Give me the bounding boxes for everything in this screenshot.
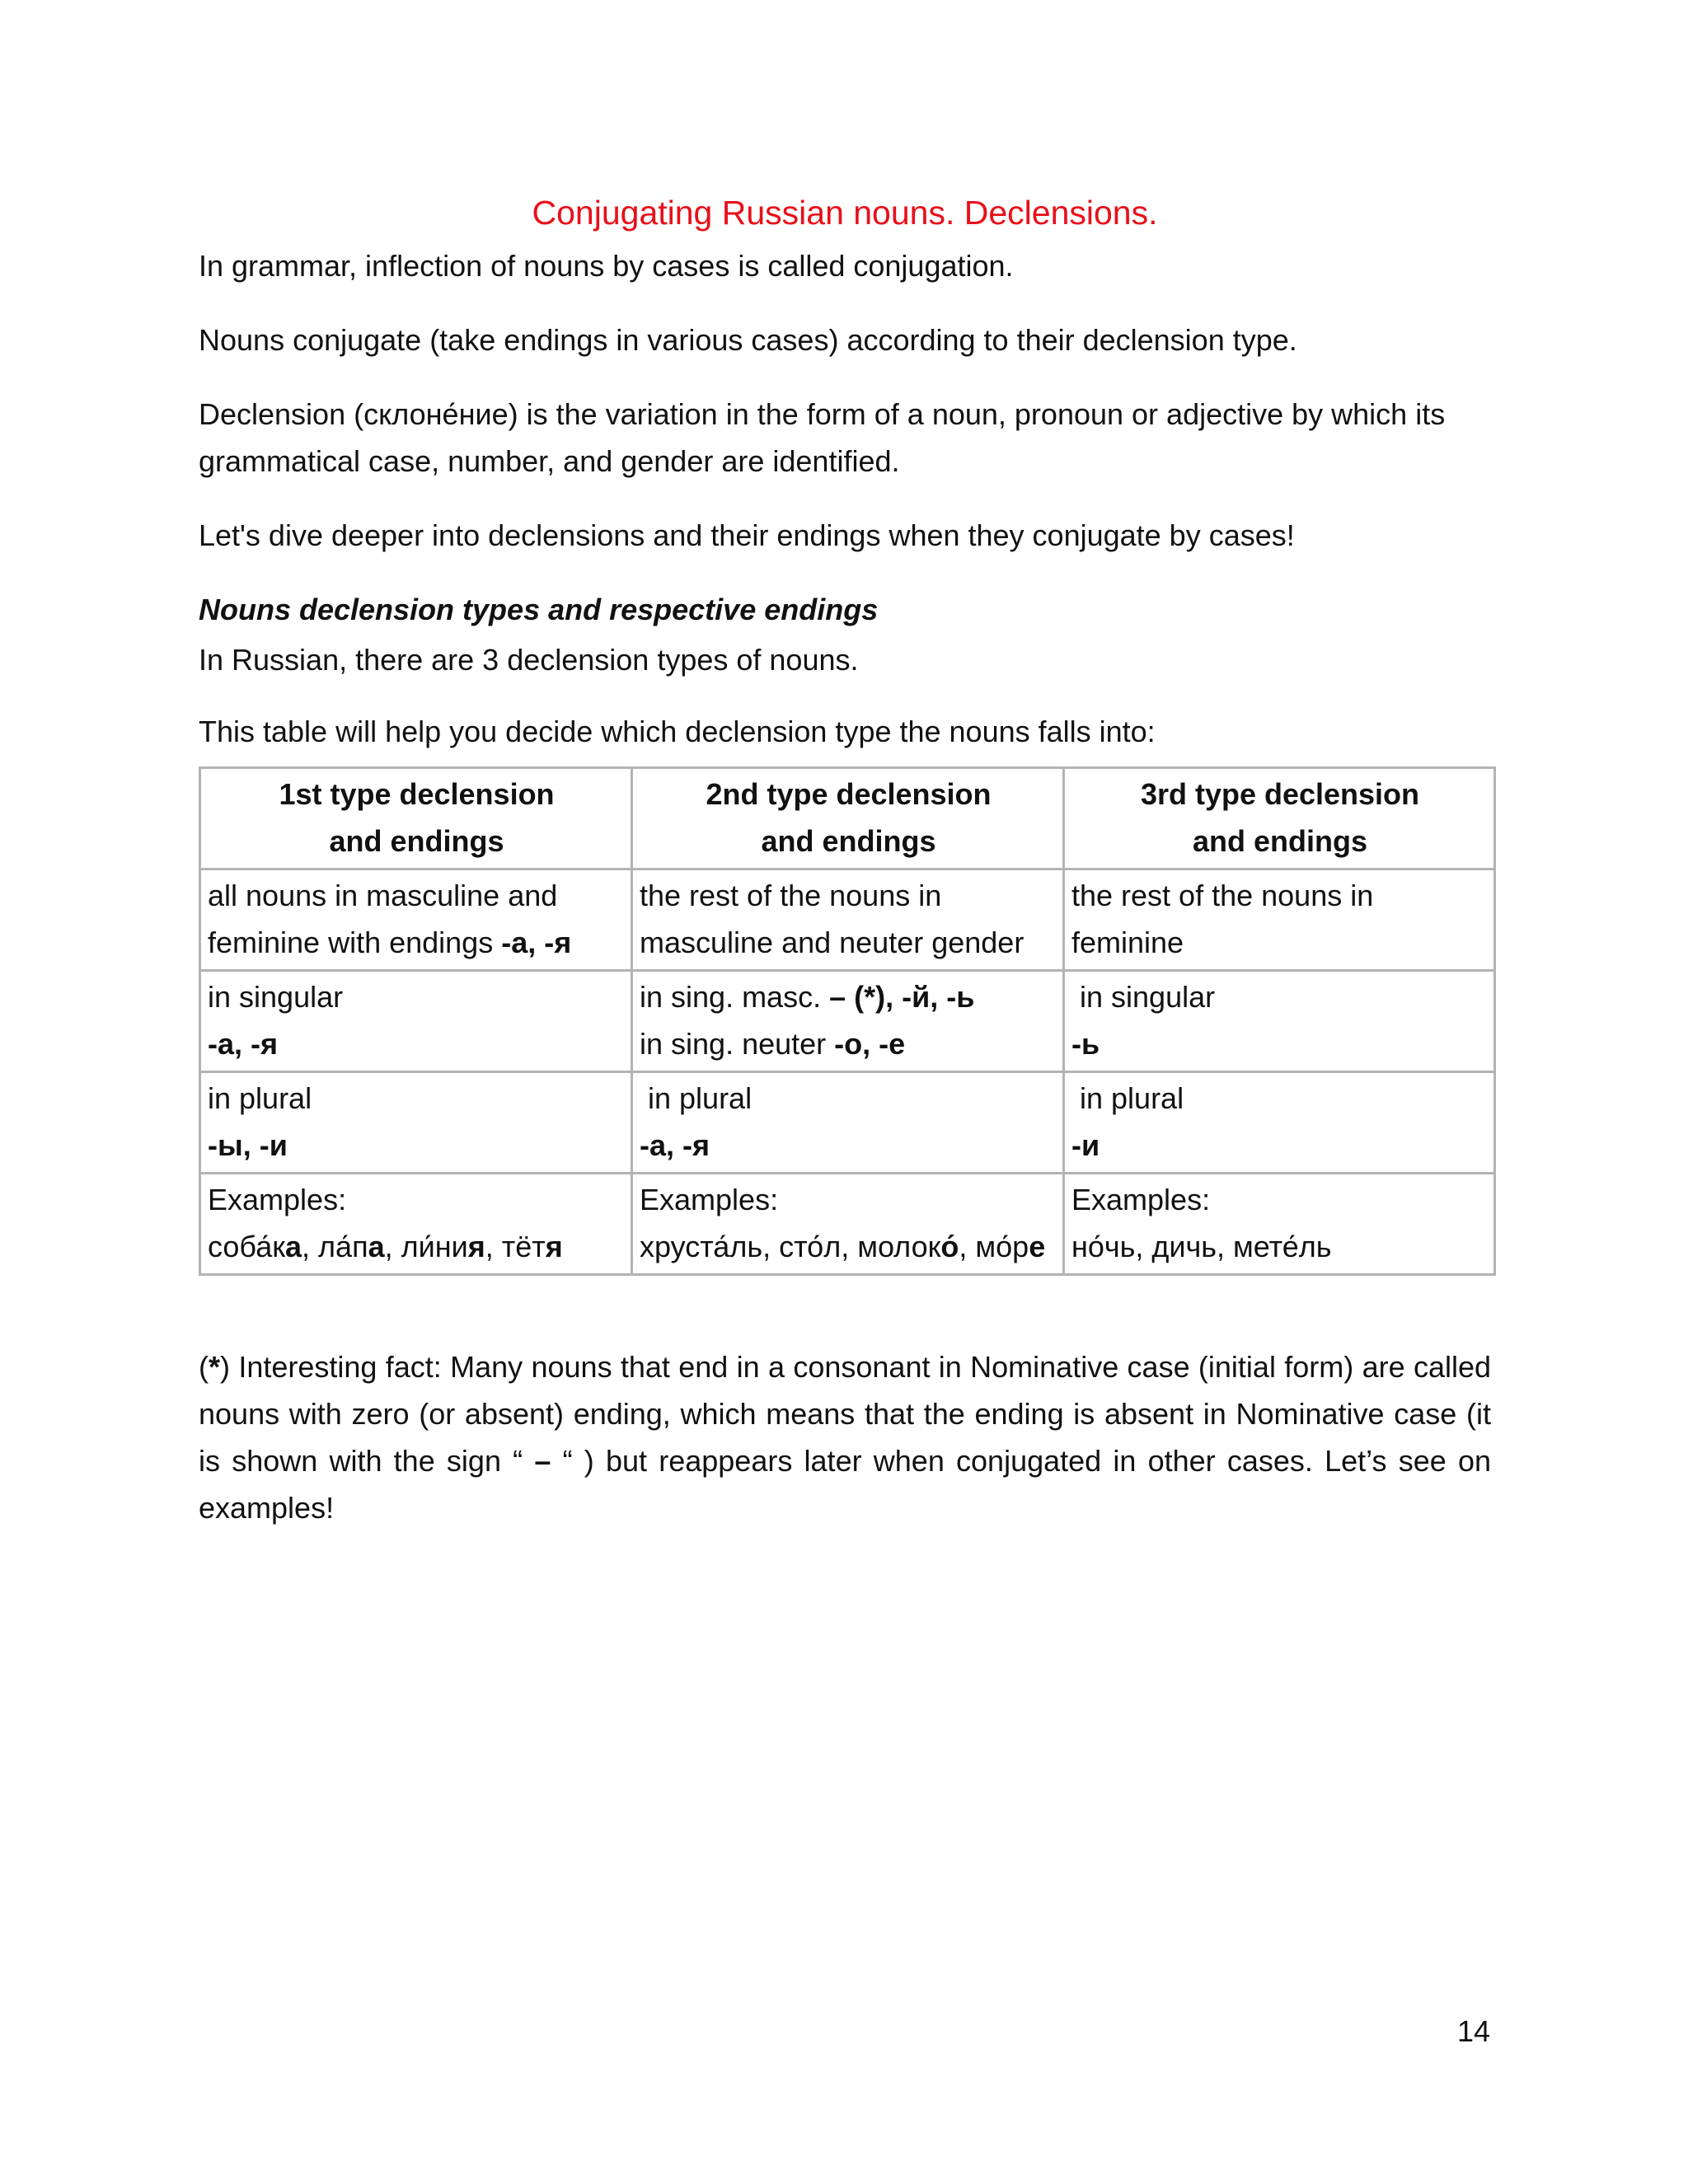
cell-3rd-singular: in singular -ь bbox=[1064, 971, 1495, 1072]
paragraph-declension-type: Nouns conjugate (take endings in various cases) according to their declension type. bbox=[199, 323, 1297, 357]
cell-2nd-plural: in plural -а, -я bbox=[632, 1072, 1064, 1174]
table-row-description bbox=[200, 869, 1495, 971]
section-subheading: Nouns declension types and respective endings bbox=[199, 593, 879, 626]
cell-1st-singular: in singular -а, -я bbox=[200, 971, 632, 1072]
header-3rd-declension: 3rd type declension and endings bbox=[1064, 768, 1495, 869]
paragraph-intro-dive: Let's dive deeper into declensions and their endings when they conjugate by cases! bbox=[199, 518, 1295, 552]
cell-1st-examples: Examples: соба́ка, ла́па, ли́ния, тётя bbox=[200, 1174, 632, 1275]
cell-2nd-examples: Examples: хруста́ль, сто́л, молоко́, мо́ре bbox=[632, 1174, 1064, 1275]
page-title: Conjugating Russian nouns. Declensions. bbox=[532, 194, 1158, 232]
interesting-fact-paragraph: (*) Interesting fact: Many nouns that end in a consonant in Nominative case (initial form) are called nouns with zero (or absent) ending, which means that the ending is absent in Nominative case (it is shown with the sign “ – “ ) but reappears later when conjugated in other cases. Let’s see on examples! bbox=[199, 1350, 1491, 1525]
cell-3rd-plural: in plural -и bbox=[1064, 1072, 1495, 1174]
declension-table bbox=[199, 766, 1496, 1276]
page-content bbox=[199, 188, 1491, 1561]
cell-3rd-description: the rest of the nouns in feminine bbox=[1064, 869, 1495, 971]
header-1st-declension: 1st type declension and endings bbox=[200, 768, 632, 869]
header-2nd-declension: 2nd type declension and endings bbox=[632, 768, 1064, 869]
paragraph-table-intro: This table will help you decide which declension type the nouns falls into: bbox=[199, 715, 1156, 748]
cell-2nd-description: the rest of the nouns in masculine and neuter gender bbox=[632, 869, 1064, 971]
cell-3rd-examples: Examples: но́чь, дичь, мете́ль bbox=[1064, 1174, 1495, 1275]
table-row-plural bbox=[200, 1072, 1495, 1174]
paragraph-three-types: In Russian, there are 3 declension types of nouns. bbox=[199, 643, 859, 677]
table-row-examples bbox=[200, 1174, 1495, 1275]
paragraph-declension-definition: Declension (склоне́ние) is the variation in the form of a noun, pronoun or adjective by which its grammatical case, number, and gender are identified. bbox=[199, 397, 1446, 478]
table-header-row bbox=[200, 768, 1495, 869]
cell-2nd-singular: in sing. masc. – (*), -й, -ь in sing. neuter -о, -е bbox=[632, 971, 1064, 1072]
table-row-singular bbox=[200, 971, 1495, 1072]
cell-1st-plural: in plural -ы, -и bbox=[200, 1072, 632, 1174]
paragraph-conjugation-definition: In grammar, inflection of nouns by cases is called conjugation. bbox=[199, 249, 1014, 283]
cell-1st-description: all nouns in masculine and feminine with endings -а, -я bbox=[200, 869, 632, 971]
page-number: 14 bbox=[1456, 2014, 1490, 2048]
